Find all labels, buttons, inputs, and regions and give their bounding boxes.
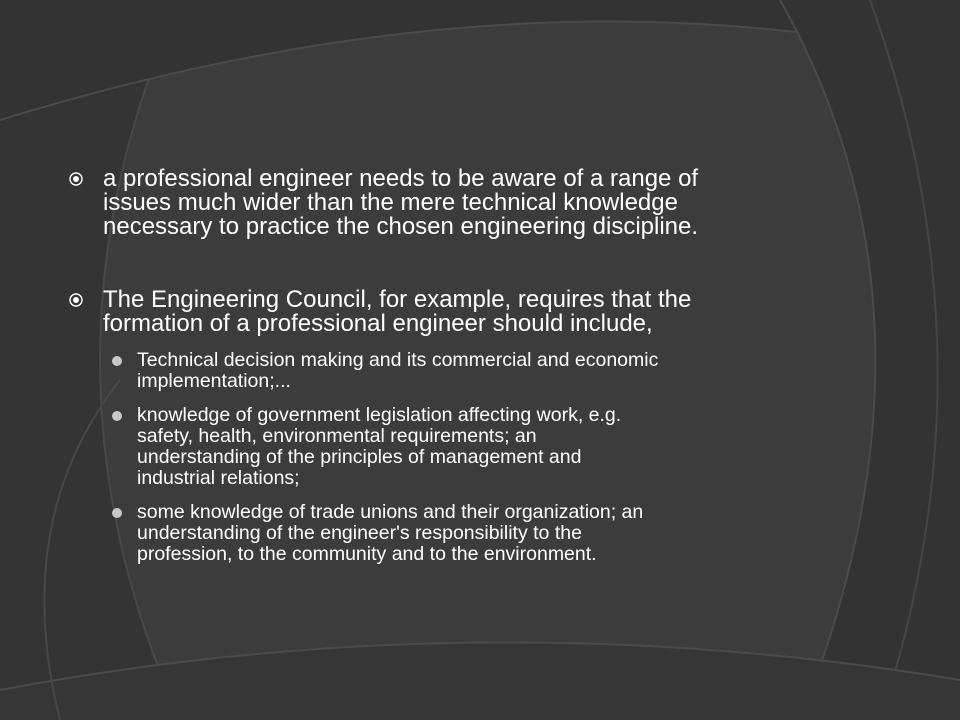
circled-dot-bullet-icon <box>69 172 83 186</box>
dot-bullet-icon <box>112 508 122 518</box>
bullet-text: The Engineering Council, for example, requires that the formation of a professional engineer should include, <box>103 286 692 337</box>
bullet-text: a professional engineer needs to be aware of a range of issues much wider than the mere technical knowledge necessary to practice the chosen engineering discipline. <box>103 165 699 240</box>
bullet-item <box>103 167 843 239</box>
dot-bullet-icon <box>112 411 122 421</box>
slide-body <box>103 167 843 565</box>
circled-dot-bullet-icon <box>69 293 83 307</box>
sub-bullet-text: knowledge of government legislation affecting work, e.g. safety, health, environmental requirements; an understanding of the principles of management and industrial relations; <box>137 404 622 489</box>
sub-bullet-text: Technical decision making and its commercial and economic implementation;... <box>137 349 659 392</box>
sub-bullet-item <box>137 405 843 489</box>
sub-bullet-item <box>137 350 843 392</box>
bullet-item <box>103 288 843 336</box>
sub-bullet-text: some knowledge of trade unions and their organization; an understanding of the engineer's responsibility to the profession, to the community and to the environment. <box>137 501 644 565</box>
sub-bullet-item <box>137 502 843 565</box>
dot-bullet-icon <box>112 356 122 366</box>
